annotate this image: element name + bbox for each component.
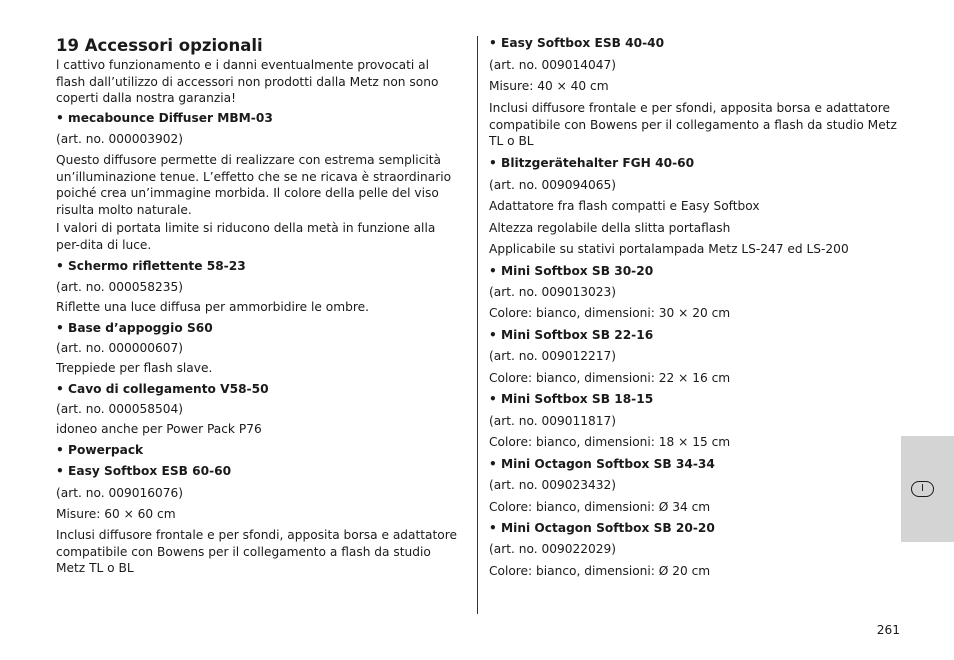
- item-description: Inclusi diffusore frontale e per sfondi, apposita borsa e adattatore compatibile con Bowens per il collegamento a flash da studio Metz TL o BL: [56, 528, 458, 575]
- item-article-no: (art. no. 000058504): [56, 402, 184, 416]
- item-heading: • Mini Softbox SB 18-15: [489, 392, 654, 406]
- item-heading: • Powerpack: [56, 443, 144, 457]
- item-heading: • Easy Softbox ESB 40-40: [489, 36, 665, 50]
- item-article-no: (art. no. 000000607): [56, 341, 184, 355]
- page-number: 261: [876, 623, 900, 637]
- item-article-no: (art. no. 009011817): [489, 414, 617, 428]
- item-description: Colore: bianco, dimensioni: 30 × 20 cm: [489, 306, 731, 320]
- item-heading: • Blitzgerätehalter FGH 40-60: [489, 156, 695, 170]
- item-description: Applicabile su stativi portalampada Metz LS-247 ed LS-200: [489, 242, 849, 256]
- item-description: Misure: 60 × 60 cm: [56, 507, 176, 521]
- language-badge: I: [911, 481, 934, 497]
- item-description: Colore: bianco, dimensioni: 22 × 16 cm: [489, 371, 731, 385]
- item-description: Questo diffusore permette di realizzare con estrema semplicità un’illuminazione tenue. L’effetto che se ne ricava è straordinario poiché crea un’immagine morbida. Il colore della pelle del viso risulta molto naturale.: [56, 153, 452, 217]
- item-description: Treppiede per flash slave.: [56, 361, 213, 375]
- column-divider: [477, 36, 478, 614]
- section-heading: 19 Accessori opzionali: [56, 36, 263, 55]
- item-article-no: (art. no. 009013023): [489, 285, 617, 299]
- item-description: I valori di portata limite si riducono della metà in funzione alla per-dita di luce.: [56, 221, 436, 252]
- item-heading: • Base d’appoggio S60: [56, 321, 213, 335]
- item-heading: • Mini Octagon Softbox SB 34-34: [489, 457, 715, 471]
- item-heading: • Schermo riflettente 58-23: [56, 259, 246, 273]
- item-heading: • Cavo di collegamento V58-50: [56, 382, 269, 396]
- item-heading: • mecabounce Diffuser MBM-03: [56, 111, 273, 125]
- item-article-no: (art. no. 009094065): [489, 178, 617, 192]
- item-description: idoneo anche per Power Pack P76: [56, 422, 262, 436]
- item-description: Colore: bianco, dimensioni: Ø 34 cm: [489, 500, 711, 514]
- item-article-no: (art. no. 009022029): [489, 542, 617, 556]
- item-description: Altezza regolabile della slitta portaflash: [489, 221, 731, 235]
- item-article-no: (art. no. 000058235): [56, 280, 184, 294]
- item-description: Inclusi diffusore frontale e per sfondi, apposita borsa e adattatore compatibile con Bowens per il collegamento a flash da studio Metz TL o BL: [489, 101, 897, 148]
- item-description: Adattatore fra flash compatti e Easy Softbox: [489, 199, 760, 213]
- item-article-no: (art. no. 009012217): [489, 349, 617, 363]
- language-tab: [901, 436, 954, 542]
- item-heading: • Mini Softbox SB 22-16: [489, 328, 654, 342]
- item-description: Riflette una luce diffusa per ammorbidire le ombre.: [56, 300, 369, 314]
- item-article-no: (art. no. 009014047): [489, 58, 617, 72]
- item-article-no: (art. no. 000003902): [56, 132, 184, 146]
- item-heading: • Mini Softbox SB 30-20: [489, 264, 654, 278]
- item-description: Misure: 40 × 40 cm: [489, 79, 609, 93]
- item-heading: • Mini Octagon Softbox SB 20-20: [489, 521, 715, 535]
- item-heading: • Easy Softbox ESB 60-60: [56, 464, 232, 478]
- item-description: Colore: bianco, dimensioni: 18 × 15 cm: [489, 435, 731, 449]
- warranty-note: l cattivo funzionamento e i danni eventualmente provocati al flash dall’utilizzo di accessori non prodotti dalla Metz non sono coperti dalla nostra garanzia!: [56, 58, 439, 105]
- item-description: Colore: bianco, dimensioni: Ø 20 cm: [489, 564, 711, 578]
- item-article-no: (art. no. 009023432): [489, 478, 617, 492]
- item-article-no: (art. no. 009016076): [56, 486, 184, 500]
